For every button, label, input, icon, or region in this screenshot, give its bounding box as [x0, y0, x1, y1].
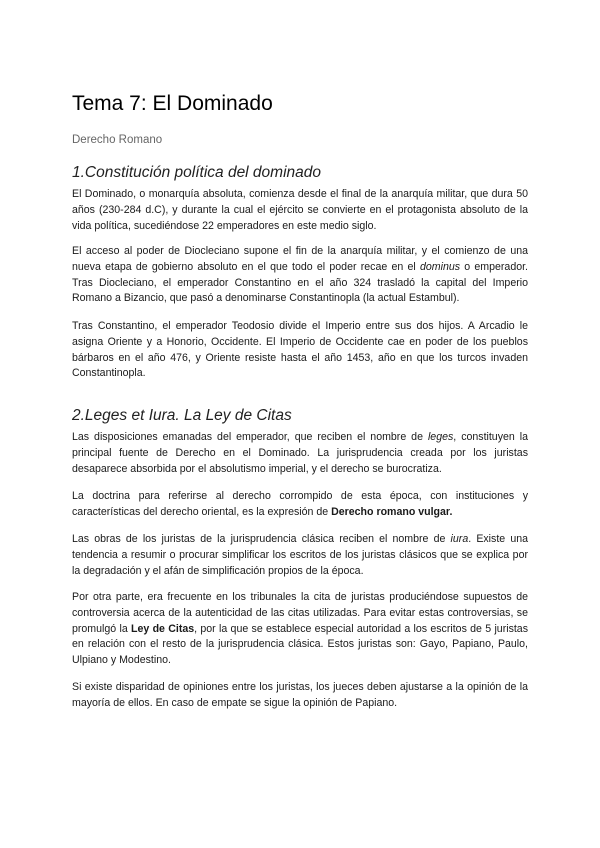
- paragraph: [72, 244, 528, 307]
- document-subtitle: Derecho Romano: [72, 134, 163, 146]
- emphasis-bold: Ley de Citas: [131, 622, 195, 635]
- text-run: , constituyen la principal fuente de Derecho en el Dominado. La jurisprudencia creada por los juristas desaparece absorbida por el absolutismo imperial, y el derecho se burocratiza.: [72, 431, 528, 475]
- paragraph: [72, 319, 528, 382]
- text-run: El acceso al poder de Diocleciano supone el fin de la anarquía militar, y el comienzo de una nueva etapa de gobierno absoluto en el que todo el poder recae en el: [72, 245, 528, 273]
- emphasis-italic: iura: [450, 533, 469, 545]
- paragraph: [72, 430, 528, 477]
- text-run: o emperador. Tras Diocleciano, el emperador Constantino en el año 324 trasladó la capital del Imperio Romano a Bizancio, que pasó a denominarse Constantinopla (la actual Estambul).: [72, 260, 528, 305]
- text-run: , por la que se establece especial autoridad a los escritos de 5 juristas en relación con el resto de la jurisprudencia clásica. Estos juristas son: Gayo, Papiano, Paulo, Ulpiano y Modestino.: [72, 622, 528, 667]
- paragraph: [72, 680, 528, 712]
- text-run: Por otra parte, era frecuente en los tribunales la cita de juristas produciéndose supuestos de controversia acerca de la autenticidad de las citas utilizadas. Para evitar estas controversias, se promulgó la: [72, 591, 528, 635]
- section-heading-leges-iura: 2.Leges et Iura. La Ley de Citas: [72, 407, 292, 424]
- text-run: Tras Constantino, el emperador Teodosio divide el Imperio entre sus dos hijos. A Arcadio le asigna Oriente y a Honorio, Occidente. El Imperio de Occidente cae en poder de los pueblos bárbaros en el año 476, y Oriente resiste hasta el año 1453, año en que los turcos invaden Constantinopla.: [72, 320, 528, 380]
- text-run: . Existe una tendencia a resumir o procurar simplificar los escritos de los juristas clásicos que se explica por la degradación y el afán de simplificación propios de la época.: [72, 533, 528, 577]
- emphasis-bold: Derecho romano vulgar.: [331, 505, 453, 518]
- paragraph: [72, 187, 528, 234]
- document-title: Tema 7: El Dominado: [72, 92, 273, 115]
- emphasis-italic: leges: [427, 431, 454, 443]
- section-heading-constitucion: 1.Constitución política del dominado: [72, 164, 322, 181]
- text-run: La doctrina para referirse al derecho corrompido de esta época, con instituciones y características del derecho oriental, es la expresión de: [72, 490, 528, 518]
- text-run: Si existe disparidad de opiniones entre los juristas, los jueces deben ajustarse a la opinión de la mayoría de ellos. En caso de empate se sigue la opinión de Papiano.: [72, 681, 528, 709]
- paragraph: [72, 532, 528, 579]
- emphasis-italic: dominus: [419, 260, 461, 273]
- paragraph: [72, 590, 528, 669]
- text-run: Las disposiciones emanadas del emperador, que reciben el nombre de: [72, 431, 428, 443]
- text-run: El Dominado, o monarquía absoluta, comienza desde el final de la anarquía militar, que dura 50 años (230-284 d.C), y durante la cual el ejército se convierte en el protagonista absoluto de la vida política, sucediéndose 22 emperadores en este medio siglo.: [72, 188, 528, 232]
- text-run: Las obras de los juristas de la jurisprudencia clásica reciben el nombre de: [72, 533, 451, 545]
- paragraph: [72, 489, 528, 521]
